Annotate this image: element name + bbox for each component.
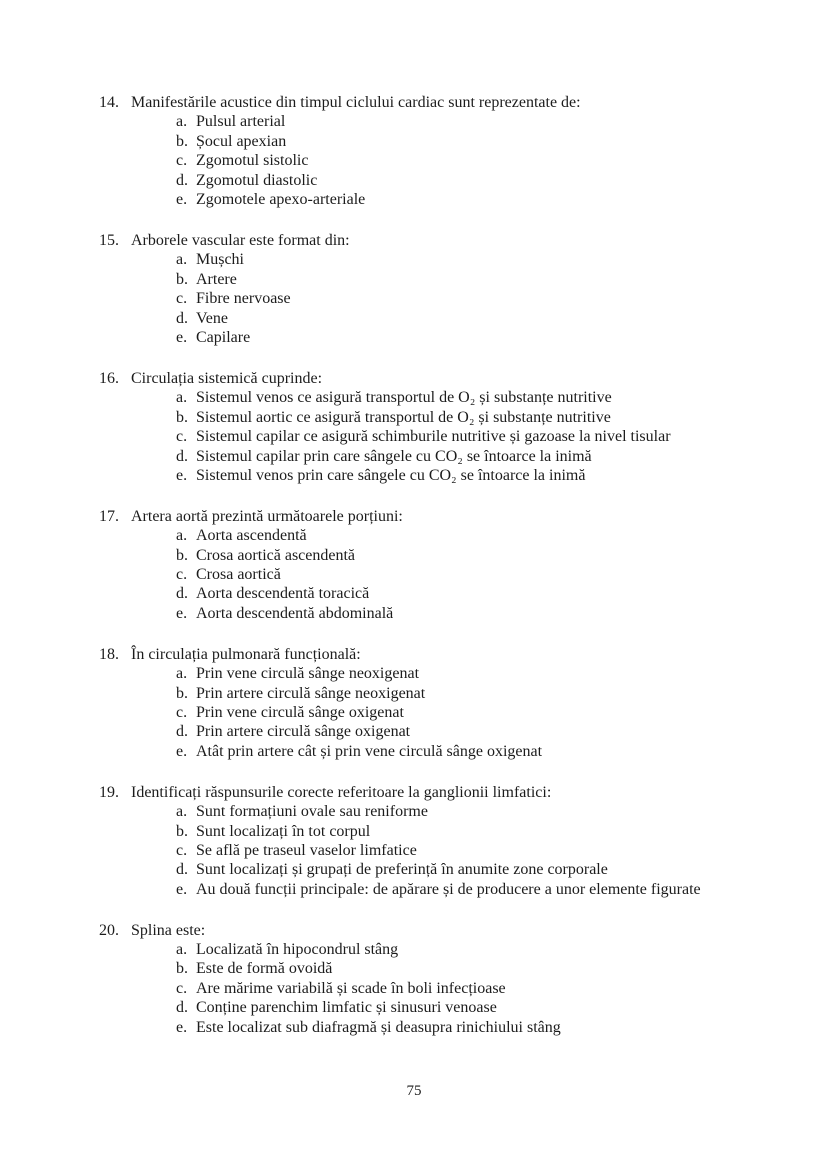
question-number: 19.: [99, 783, 119, 801]
option-letter: c.: [176, 290, 188, 308]
option-letter: b.: [176, 546, 188, 564]
option-letter: a.: [176, 251, 188, 269]
option-text: Șocul apexian: [196, 132, 287, 150]
option-row: [176, 289, 778, 308]
option-letter: b.: [176, 684, 188, 702]
option-letter: c.: [176, 703, 188, 721]
option-text: Sistemul capilar prin care sângele cu CO₂ se întoarce la inimă: [196, 447, 592, 465]
option-row: [176, 447, 778, 466]
option-text: Mușchi: [196, 251, 244, 269]
question-text: Artera aortă prezintă următoarele porțiuni:: [131, 507, 403, 525]
question-text: Manifestările acustice din timpul ciclului cardiac sunt reprezentate de:: [131, 94, 581, 111]
option-letter: e.: [176, 742, 188, 760]
question-number: 20.: [99, 921, 119, 939]
options-list: [99, 940, 778, 1037]
question-text: Splina este:: [131, 921, 206, 939]
option-row: [176, 408, 778, 427]
option-row: [176, 802, 778, 821]
question-header: [99, 93, 778, 112]
question-number: 17.: [99, 507, 119, 525]
option-letter: e.: [176, 466, 188, 484]
option-letter: b.: [176, 822, 188, 840]
option-row: [176, 742, 778, 761]
option-row: [176, 190, 778, 209]
option-row: [176, 132, 778, 151]
option-text: Sistemul venos prin care sângele cu CO₂ se întoarce la inimă: [196, 466, 586, 484]
question-number: 16.: [99, 369, 119, 387]
option-text: Artere: [196, 270, 237, 288]
question-header: [99, 231, 778, 250]
option-text: Fibre nervoase: [196, 290, 291, 308]
option-text: Se află pe traseul vaselor limfatice: [196, 841, 417, 859]
option-letter: d.: [176, 861, 188, 879]
option-text: Vene: [196, 309, 228, 327]
option-text: Aorta ascendentă: [196, 527, 307, 545]
option-text: Sunt localizați în tot corpul: [196, 822, 371, 840]
question-block-17: [99, 507, 778, 623]
option-row: [176, 722, 778, 741]
option-row: [176, 270, 778, 289]
option-letter: b.: [176, 408, 188, 426]
page-number: 75: [406, 1083, 422, 1099]
option-text: Sunt formațiuni ovale sau reniforme: [196, 803, 428, 821]
option-row: [176, 328, 778, 347]
option-letter: c.: [176, 841, 188, 859]
option-text: Zgomotele apexo-arteriale: [196, 191, 366, 209]
option-text: Zgomotul sistolic: [196, 152, 309, 170]
option-text: Aorta descendentă abdominală: [196, 604, 394, 622]
question-text: Identificați răspunsurile corecte referitoare la ganglionii limfatici:: [131, 783, 552, 801]
option-row: [176, 584, 778, 603]
option-text: Au două funcții principale: de apărare și de producere a unor elemente figurate: [196, 880, 701, 898]
option-text: Este de formă ovoidă: [196, 960, 333, 978]
option-letter: c.: [176, 152, 188, 170]
question-header: [99, 783, 778, 802]
option-text: Localizată în hipocondrul stâng: [196, 941, 399, 959]
option-letter: c.: [176, 428, 188, 446]
option-row: [176, 604, 778, 623]
options-list: [99, 664, 778, 761]
options-list: [99, 250, 778, 347]
option-row: [176, 880, 778, 899]
option-letter: e.: [176, 880, 188, 898]
option-text: Crosa aortică: [196, 566, 281, 584]
option-row: [176, 959, 778, 978]
option-text: Capilare: [196, 328, 251, 346]
option-text: Prin artere circulă sânge neoxigenat: [196, 684, 426, 702]
question-number: 18.: [99, 645, 119, 663]
option-row: [176, 1018, 778, 1037]
option-letter: e.: [176, 191, 188, 209]
option-text: Sistemul capilar ce asigură schimburile nutritive și gazoase la nivel tisular: [196, 428, 671, 446]
option-row: [176, 112, 778, 131]
option-letter: a.: [176, 113, 188, 131]
option-row: [176, 979, 778, 998]
option-row: [176, 151, 778, 170]
question-block-20: [99, 921, 778, 1037]
question-block-16: [99, 369, 778, 485]
option-letter: b.: [176, 270, 188, 288]
option-letter: a.: [176, 665, 188, 683]
option-row: [176, 250, 778, 269]
question-header: [99, 507, 778, 526]
question-block-18: [99, 645, 778, 761]
option-row: [176, 664, 778, 683]
question-header: [99, 645, 778, 664]
option-text: Pulsul arterial: [196, 113, 286, 131]
option-row: [176, 841, 778, 860]
option-row: [176, 526, 778, 545]
option-row: [176, 940, 778, 959]
option-row: [176, 565, 778, 584]
option-text: Aorta descendentă toracică: [196, 585, 370, 603]
option-text: Zgomotul diastolic: [196, 171, 318, 189]
option-text: Prin artere circulă sânge oxigenat: [196, 723, 411, 741]
question-number: 15.: [99, 231, 119, 249]
option-letter: d.: [176, 171, 188, 189]
option-letter: b.: [176, 960, 188, 978]
question-text: În circulația pulmonară funcțională:: [131, 645, 361, 663]
option-text: Atât prin artere cât și prin vene circulă sânge oxigenat: [196, 742, 543, 760]
option-row: [176, 998, 778, 1017]
option-text: Are mărime variabilă și scade în boli infecțioase: [196, 979, 506, 997]
option-text: Crosa aortică ascendentă: [196, 546, 356, 564]
option-letter: a.: [176, 389, 188, 407]
question-text: Arborele vascular este format din:: [131, 231, 350, 249]
question-block-15: [99, 231, 778, 347]
option-letter: d.: [176, 999, 188, 1017]
options-list: [99, 388, 778, 485]
option-letter: e.: [176, 1018, 188, 1036]
option-text: Conține parenchim limfatic și sinusuri venoase: [196, 999, 497, 1017]
option-letter: d.: [176, 723, 188, 741]
option-text: Prin vene circulă sânge neoxigenat: [196, 665, 420, 683]
question-text: Circulația sistemică cuprinde:: [131, 369, 323, 387]
question-block-14: [99, 93, 778, 209]
options-list: [99, 526, 778, 623]
option-letter: d.: [176, 585, 188, 603]
question-header: [99, 369, 778, 388]
question-header: [99, 921, 778, 940]
option-row: [176, 822, 778, 841]
question-number: 14.: [99, 94, 119, 111]
option-row: [176, 466, 778, 485]
options-list: [99, 802, 778, 899]
option-text: Prin vene circulă sânge oxigenat: [196, 703, 404, 721]
option-letter: a.: [176, 941, 188, 959]
option-letter: c.: [176, 979, 188, 997]
option-row: [176, 546, 778, 565]
option-letter: d.: [176, 447, 188, 465]
option-letter: a.: [176, 803, 188, 821]
option-letter: c.: [176, 566, 188, 584]
option-letter: a.: [176, 527, 188, 545]
option-letter: b.: [176, 132, 188, 150]
option-letter: d.: [176, 309, 188, 327]
question-block-19: [99, 783, 778, 899]
option-row: [176, 309, 778, 328]
option-row: [176, 427, 778, 446]
option-text: Sistemul aortic ce asigură transportul de O₂ și substanțe nutritive: [196, 408, 611, 426]
options-list: [99, 112, 778, 209]
option-row: [176, 684, 778, 703]
option-row: [176, 860, 778, 879]
option-text: Sistemul venos ce asigură transportul de O₂ și substanțe nutritive: [196, 389, 612, 407]
option-letter: e.: [176, 328, 188, 346]
option-text: Sunt localizați și grupați de preferință în anumite zone corporale: [196, 861, 608, 879]
option-row: [176, 171, 778, 190]
option-letter: e.: [176, 604, 188, 622]
option-text: Este localizat sub diafragmă și deasupra rinichiului stâng: [196, 1018, 561, 1036]
option-row: [176, 703, 778, 722]
option-row: [176, 388, 778, 407]
